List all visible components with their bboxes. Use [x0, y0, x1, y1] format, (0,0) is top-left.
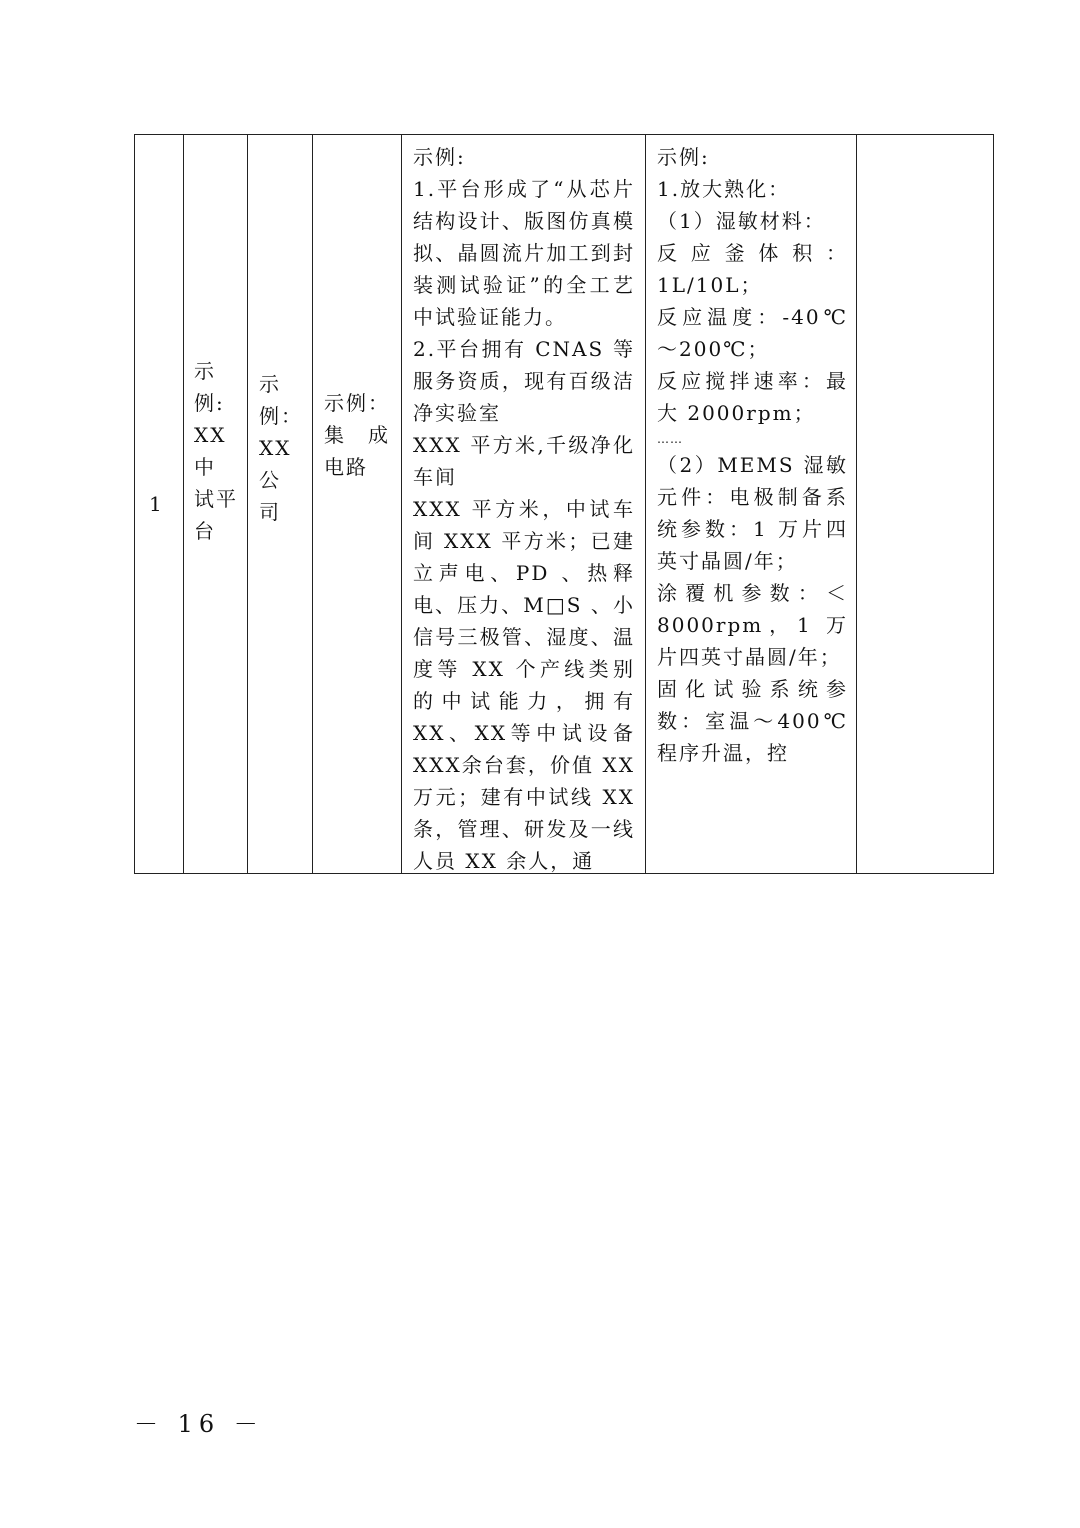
field-line: 集 成 [324, 423, 390, 447]
platform-name-line: XX [194, 423, 227, 447]
platform-name-line: 试平 [194, 487, 238, 511]
capability-paragraph: 1.平台形成了“从芯片结构设计、版图仿真模拟、晶圆流片加工到封装测试验证”的全工艺中试验证能力。 [413, 177, 635, 329]
company-line: 示 [259, 372, 281, 396]
parameter-paragraph: 反应搅拌速率：最大 2000rpm； [657, 369, 848, 425]
capability-paragraph: XXX 平方米,千级净化车间 [413, 433, 635, 489]
parameter-paragraph: 示例: [657, 145, 710, 169]
capability-paragraph: 示例: [413, 145, 466, 169]
company-line: XX [259, 436, 292, 460]
row-number: 1 [149, 492, 164, 516]
parameter-paragraph: （1）湿敏材料： [657, 209, 826, 233]
platform-name-line: 台 [194, 519, 216, 543]
parameter-paragraph: 固化试验系统参数：室温～400℃程序升温，控 [657, 677, 848, 765]
parameter-paragraph: 1.放大熟化： [657, 177, 791, 201]
capability-paragraph: XXX 平方米，中试车间 XXX 平方米；已建立声电、PD 、热释电、压力、M□S 、小信号三极管、湿度、温度等 XX 个产线类别的中试能力，拥有XX、XX等中试设备XXX余台套，价值 XX 万元；建有中试线 XX 条，管理、研发及一线人员 XX 余人，通 [413, 497, 635, 873]
parameter-paragraph: 涂覆机参数：＜8000rpm，1 万片四英寸晶圆/年； [657, 581, 848, 669]
cell-company [248, 135, 313, 874]
capability-paragraph: 2.平台拥有 CNAS 等服务资质，现有百级洁净实验室 [413, 337, 635, 425]
company-line: 例： [259, 404, 303, 428]
field-line: 电路 [324, 455, 368, 479]
company-line: 司 [259, 500, 281, 524]
platform-name-line: 示 [194, 359, 216, 383]
parameter-paragraph: 反应温度：-40℃～200℃； [657, 305, 848, 361]
cell-number [135, 135, 184, 874]
cell-platform-name [184, 135, 248, 874]
parameter-paragraph: （2）MEMS 湿敏元件：电极制备系统参数：1 万片四英寸晶圆/年； [657, 453, 848, 573]
platform-name-line: 例: [194, 391, 225, 415]
company-line: 公 [259, 468, 281, 492]
ellipsis-line: …… [657, 432, 683, 446]
table-row [135, 135, 994, 874]
parameter-paragraph: 反应釜体积：1L/10L； [657, 241, 848, 297]
field-line: 示例： [324, 391, 390, 415]
cell-capability [402, 135, 646, 874]
page-number: － 16 － [134, 1410, 264, 1438]
cell-remarks [857, 135, 994, 874]
cell-field [313, 135, 402, 874]
cell-parameters [646, 135, 857, 874]
data-table [134, 134, 994, 874]
platform-name-line: 中 [194, 455, 216, 479]
remarks-text [857, 135, 993, 873]
